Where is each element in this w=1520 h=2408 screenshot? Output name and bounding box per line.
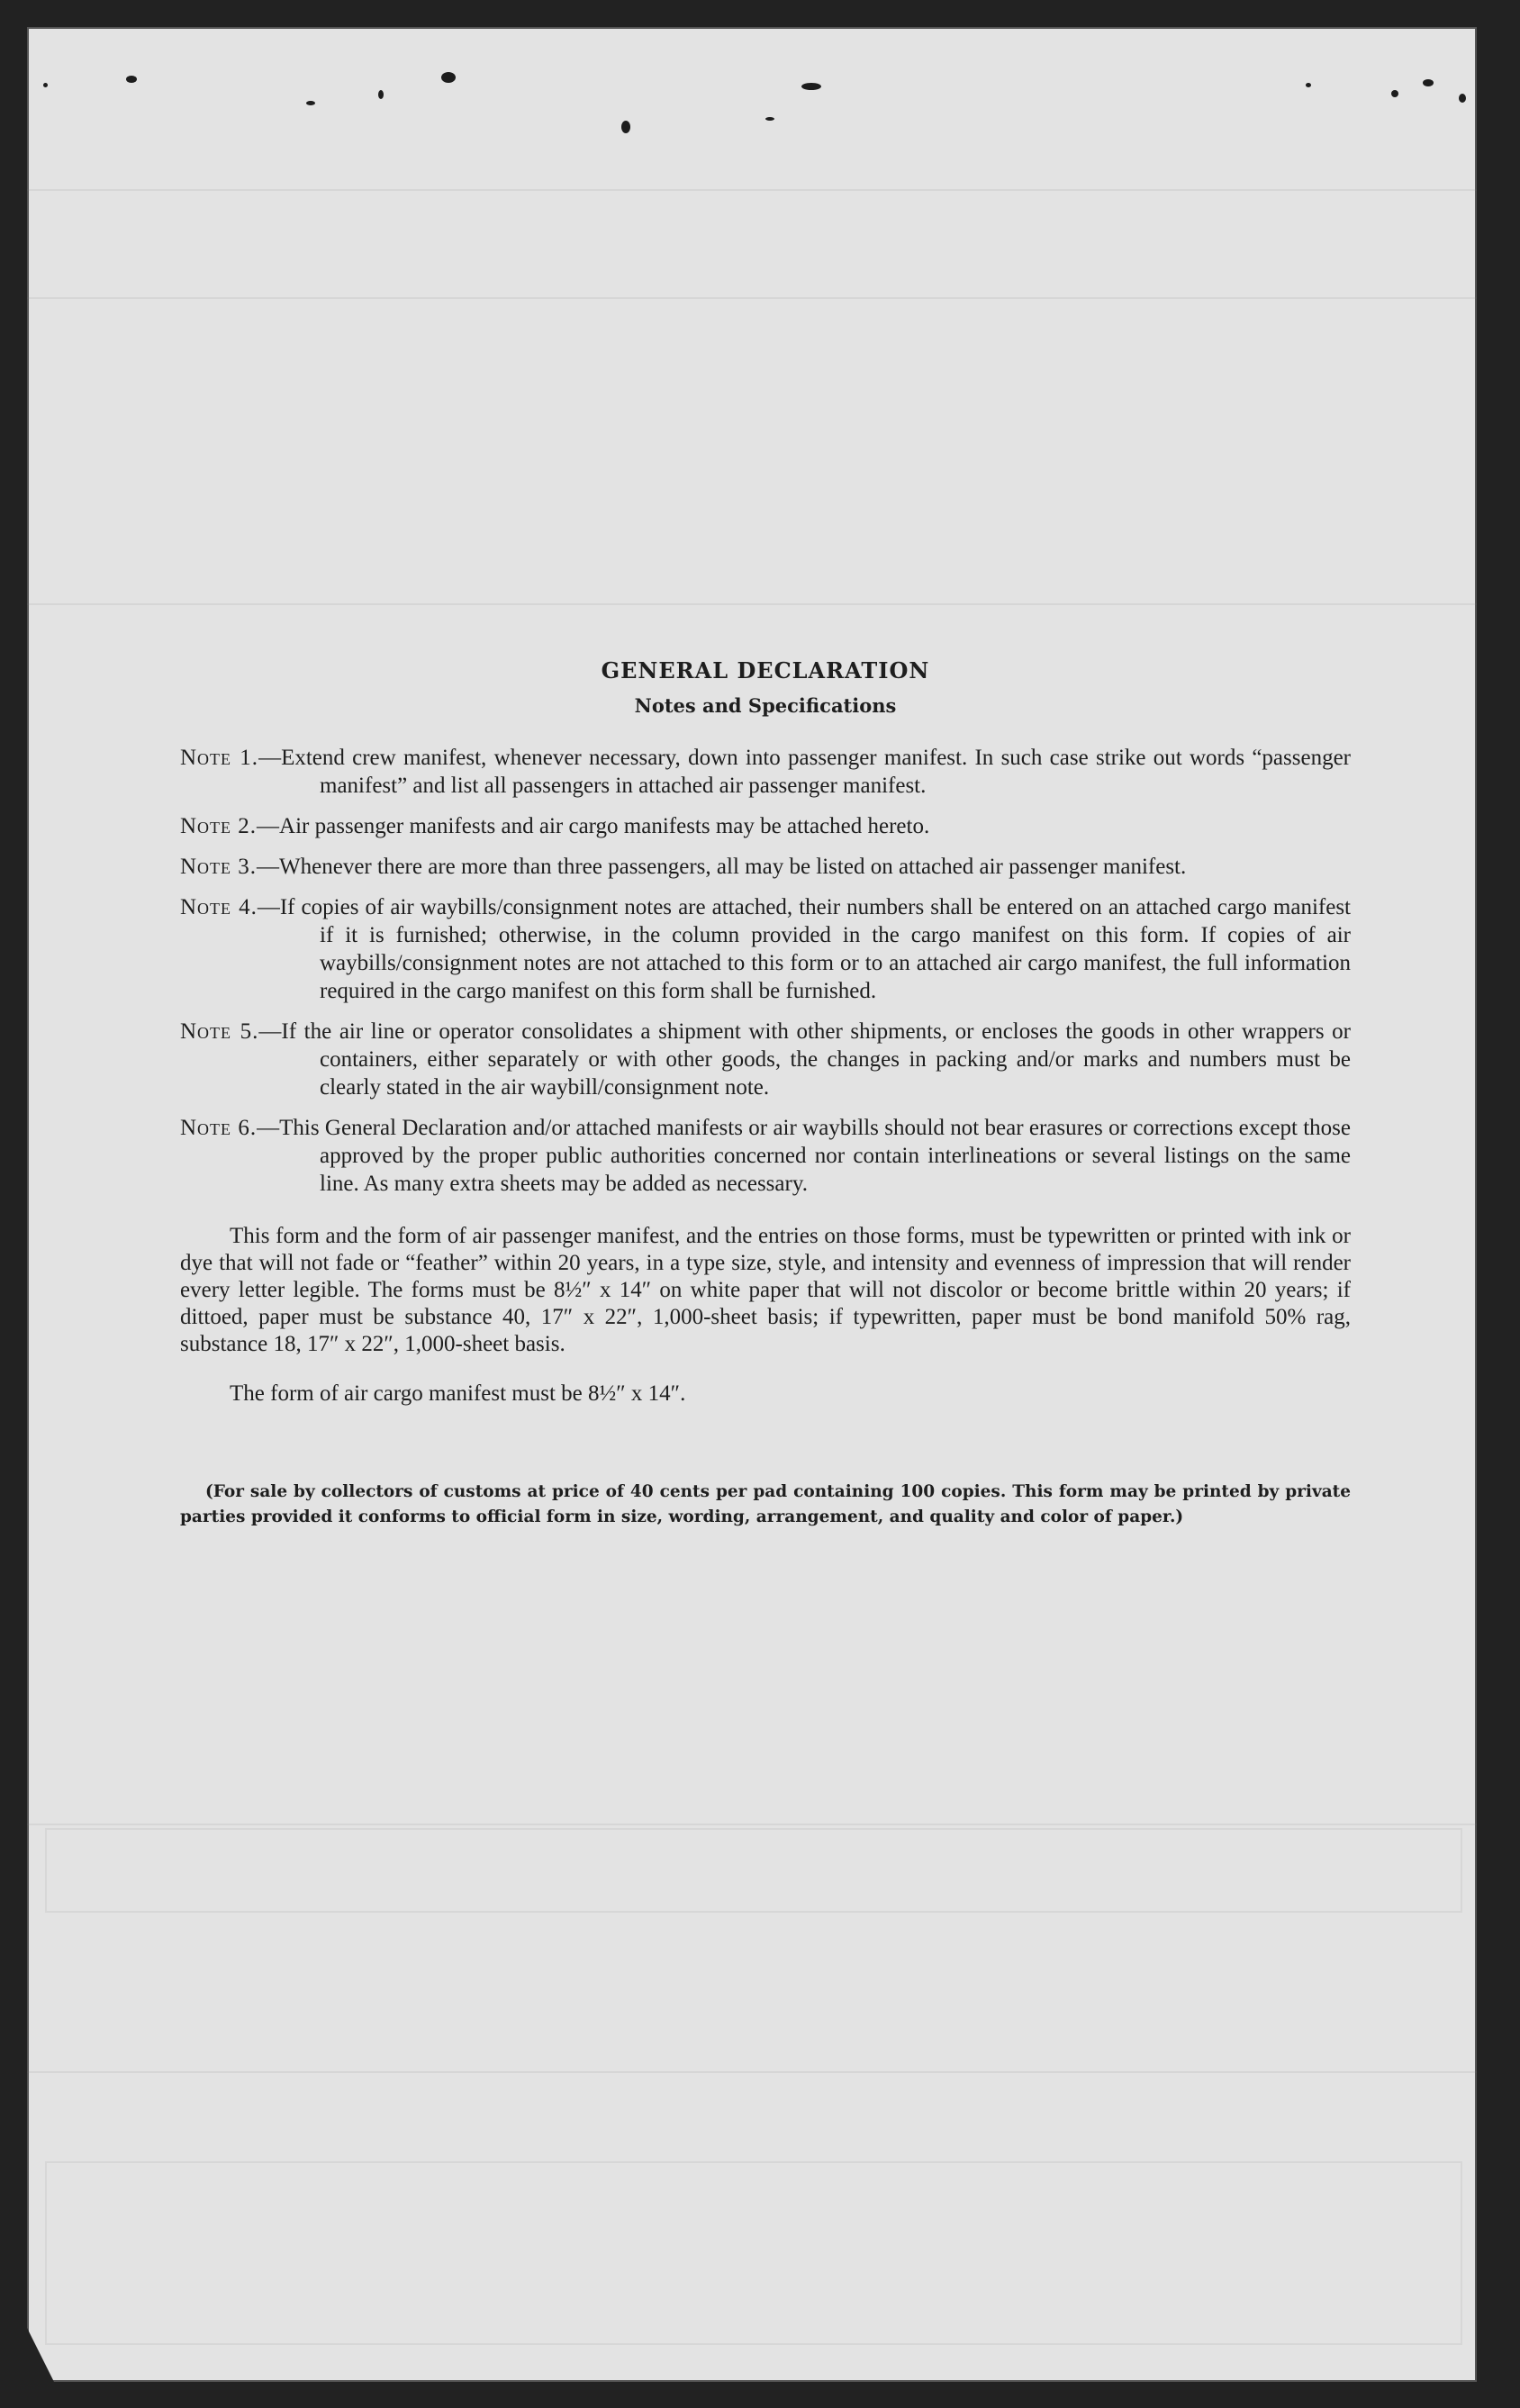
notes-content [180, 657, 1351, 1547]
sale-notice: (For sale by collectors of customs at price of 40 cents per pad containing 100 copies. This form may be printed by private parties provided it conforms to official form in size, wording, arrangement, and quality and color of paper.) [180, 1482, 1351, 1526]
document-subtitle: Notes and Specifications [634, 694, 897, 717]
corner-fold [27, 2328, 54, 2382]
cargo-manifest-size-paragraph: The form of air cargo manifest must be 8½″ x 14″. [230, 1381, 686, 1406]
note-label: Note 4. [180, 895, 258, 919]
note-text: —Whenever there are more than three passengers, all may be listed on attached air passenger manifest. [257, 855, 1187, 879]
note-text: —Extend crew manifest, whenever necessary, down into passenger manifest. In such case strike out words “passenger manifest” and list all passengers in attached air passenger manifest. [258, 746, 1351, 798]
note-text: —If the air line or operator consolidates a shipment with other shipments, or encloses the goods in other wrappers or containers, either separately or with other goods, the changes in packing and/or marks and numbers must be clearly stated in the air waybill/consignment note. [258, 1019, 1351, 1100]
note-label: Note 3. [180, 855, 258, 879]
note-5 [180, 1018, 1351, 1101]
document-title: GENERAL DECLARATION [601, 657, 930, 683]
note-6 [180, 1114, 1351, 1198]
note-4 [180, 893, 1351, 1005]
note-text: —This General Declaration and/or attached manifests or air waybills should not bear erasures or corrections except those approved by the proper public authorities concerned nor contain interlineations or several listings on the same line. As many extra sheets may be added as necessary. [257, 1116, 1352, 1196]
note-2 [180, 812, 1351, 840]
note-text: —If copies of air waybills/consignment notes are attached, their numbers shall be entered on an attached cargo manifest if it is furnished; otherwise, in the column provided in the cargo manifest on this form. If copies of air waybills/consignment notes are not attached to this form or to an attached air cargo manifest, the full information required in the cargo manifest on this form shall be furnished. [257, 895, 1351, 1003]
form-specifications-paragraph: This form and the form of air passenger manifest, and the entries on those forms, must be typewritten or printed with ink or dye that will not fade or “feather” within 20 years, in a type size, style, and intensity and evenness of impression that will render every letter legible. The forms must be 8½″ x 14″ on white paper that will not discolor or become brittle within 20 years; if dittoed, paper must be substance 40, 17″ x 22″, 1,000-sheet basis; if typewritten, paper must be bond manifold 50% rag, substance 18, 17″ x 22″, 1,000-sheet basis. [180, 1224, 1351, 1356]
note-text: —Air passenger manifests and air cargo manifests may be attached hereto. [257, 814, 930, 838]
document-page [27, 27, 1477, 2382]
note-label: Note 2. [180, 814, 258, 838]
note-1 [180, 744, 1351, 800]
note-3 [180, 853, 1351, 881]
note-label: Note 6. [180, 1116, 258, 1140]
note-label: Note 5. [180, 1019, 259, 1044]
note-label: Note 1. [180, 746, 259, 770]
